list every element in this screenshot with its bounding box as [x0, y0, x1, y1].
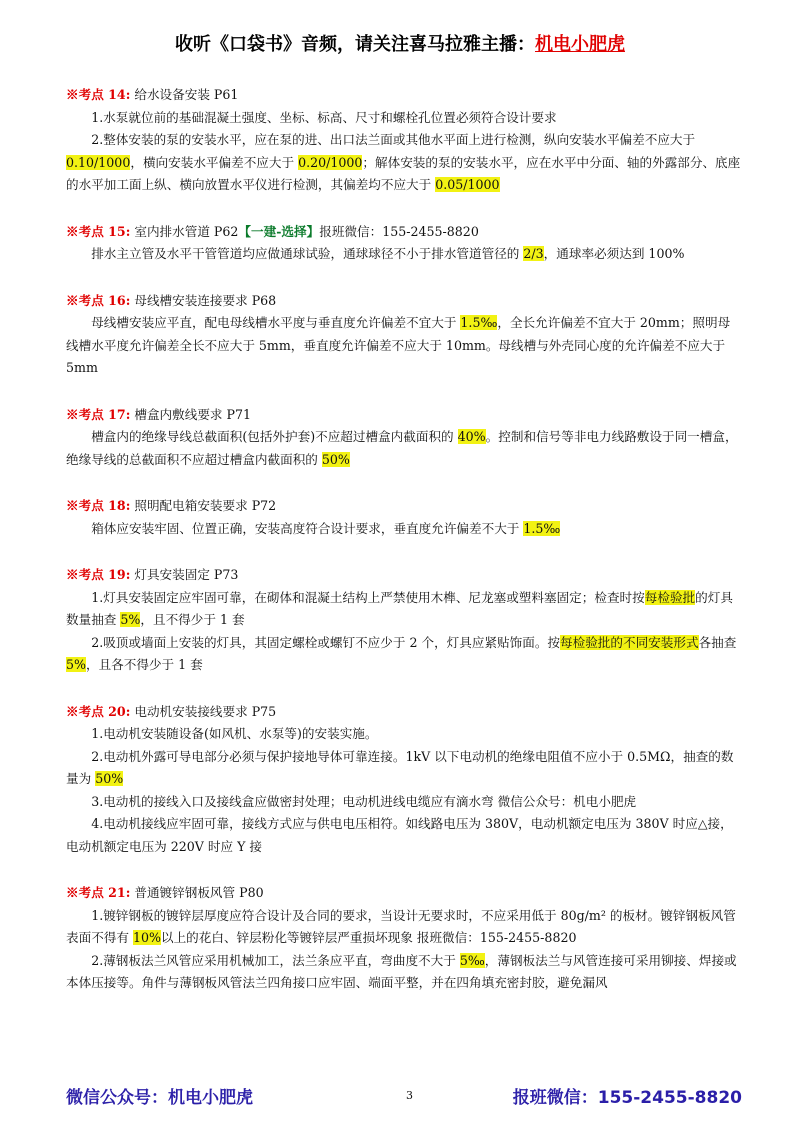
- paragraph: [66, 905, 742, 950]
- exam-point-label: ※考点 17:: [66, 406, 131, 422]
- paragraph: [66, 813, 742, 858]
- text-run: 2.整体安装的泵的安装水平，应在泵的进、出口法兰面或其他水平面上进行检测，纵向安装水平偏差不应大于: [91, 132, 696, 147]
- exam-point-title: [66, 221, 742, 244]
- exam-point-16: [66, 290, 742, 380]
- highlighted-value: 0.05/1000: [435, 177, 500, 192]
- text-run: 排水主立管及水平干管管道均应做通球试验，通球球径不小于排水管道管径的: [91, 246, 524, 261]
- exam-point-19: [66, 564, 742, 677]
- highlighted-value: 1.5‰: [460, 315, 498, 330]
- exam-point-title: [66, 701, 742, 724]
- exam-point-title: [66, 404, 742, 427]
- exam-point-label: ※考点 15:: [66, 223, 131, 239]
- exam-point-title: [66, 564, 742, 587]
- paragraph: [66, 518, 742, 541]
- text-run: ；解体安装的泵的安装水平，应在水平中分面、轴的外露部分、底座的水平加工面上纵、横向放置水平仪进行检测，其偏差均不应大于: [66, 154, 741, 192]
- exam-point-20: [66, 701, 742, 859]
- text-run: 的灯具数量抽查: [66, 589, 733, 627]
- exam-point-label: ※考点 19:: [66, 567, 131, 582]
- text-run: ，且各不得少于 1 套: [85, 657, 203, 672]
- exam-point-label: ※考点 14:: [66, 87, 131, 102]
- header-host: 机电小肥虎: [535, 34, 625, 55]
- text-run: ，薄钢板法兰与风管连接可采用铆接、焊接或本体压接等。角件与薄钢板风管法兰四角接口应牢固、端面平整，并在四角填充密封胶，避免漏风: [66, 952, 737, 990]
- text-run: 1.灯具安装固定应牢固可靠，在砌体和混凝土结构上严禁使用木榫、尼龙塞或塑料塞固定；检查时按: [91, 589, 645, 605]
- text-run: ，通球率必须达到 100%: [543, 246, 685, 261]
- paragraph: [66, 129, 742, 197]
- exam-point-21: [66, 882, 742, 995]
- highlighted-value: 5%: [120, 612, 141, 627]
- exam-point-label: ※考点 18:: [66, 498, 131, 513]
- exam-point-topic: 室内排水管道 P62: [130, 223, 239, 239]
- exam-point-18: [66, 495, 742, 540]
- exam-point-14: [66, 84, 742, 197]
- text-run: 2.薄钢板法兰风管应采用机械加工，法兰条应平直，弯曲度不大于: [91, 952, 460, 968]
- paragraph: [66, 746, 742, 791]
- text-run: ，且不得少于 1 套: [140, 612, 245, 627]
- highlighted-value: 每检验批的不同安装形式: [560, 634, 699, 650]
- exam-point-topic: 普通镀锌钢板风管 P80: [130, 885, 264, 900]
- paragraph: [66, 243, 742, 266]
- paragraph: [66, 107, 742, 130]
- exam-point-topic: 槽盒内敷线要求 P71: [130, 406, 252, 422]
- page-header: [0, 30, 800, 56]
- exam-point-title: [66, 495, 742, 518]
- paragraph: [66, 791, 742, 814]
- exam-point-tag: 【一建-选择】: [238, 223, 320, 239]
- exam-point-label: ※考点 16:: [66, 292, 131, 308]
- page-footer: [66, 1083, 742, 1113]
- text-run: 1.镀锌钢板的镀锌层厚度应符合设计及合同的要求，当设计无要求时，不应采用低于 80g/m² 的板材。镀锌钢板风管表面不得有: [66, 907, 736, 945]
- highlighted-value: 0.20/1000: [298, 154, 363, 170]
- exam-point-topic: 母线槽安装连接要求 P68: [130, 292, 277, 308]
- exam-point-topic: 电动机安装接线要求 P75: [130, 703, 277, 719]
- paragraph: [66, 950, 742, 995]
- exam-point-contact: 报班微信：155-2455-8820: [319, 223, 479, 239]
- paragraph: [66, 723, 742, 746]
- highlighted-value: 2/3: [523, 246, 544, 261]
- header-prefix: 收听《口袋书》音频，请关注喜马拉雅主播：: [175, 34, 535, 55]
- exam-point-topic: 给水设备安装 P61: [130, 87, 239, 102]
- text-run: 3.电动机的接线入口及接线盒应做密封处理；电动机进线电缆应有滴水弯 微信公众号：机电小肥虎: [91, 793, 637, 809]
- exam-point-15: [66, 221, 742, 266]
- page-number: 3: [406, 1089, 413, 1102]
- footer-wechat: 微信公众号：机电小肥虎: [66, 1088, 253, 1108]
- highlighted-value: 40%: [457, 429, 486, 444]
- text-run: 2.吸顶或墙面上安装的灯具，其固定螺栓或螺钉不应少于 2 个，灯具应紧贴饰面。按: [91, 634, 561, 650]
- highlighted-value: 10%: [132, 930, 161, 945]
- highlighted-value: 5‰: [459, 952, 485, 968]
- highlighted-value: 每检验批: [644, 589, 696, 605]
- paragraph: [66, 632, 742, 677]
- footer-contact: 报班微信：155-2455-8820: [512, 1088, 742, 1108]
- text-run: 1.电动机安装随设备(如风机、水泵等)的安装实施。: [91, 726, 378, 741]
- exam-point-17: [66, 404, 742, 472]
- exam-point-topic: 灯具安装固定 P73: [130, 567, 239, 582]
- text-run: 以上的花白、锌层粉化等镀锌层严重损坏现象 报班微信：155-2455-8820: [160, 930, 577, 945]
- exam-point-title: [66, 84, 742, 107]
- paragraph: [66, 312, 742, 380]
- highlighted-value: 50%: [321, 451, 350, 467]
- highlighted-value: 5%: [66, 657, 86, 672]
- exam-point-title: [66, 882, 742, 905]
- text-run: 母线槽安装应平直，配电母线槽水平度与垂直度允许偏差不宜大于: [91, 315, 461, 330]
- exam-point-topic: 照明配电箱安装要求 P72: [130, 498, 277, 513]
- text-run: ，全长允许偏差不宜大于 20mm；照明母线槽水平度允许偏差全长不应大于 5mm，垂直度允许偏差不应大于 10mm。母线槽与外壳同心度的允许偏差不应大于 5mm: [66, 315, 731, 375]
- highlighted-value: 1.5‰: [523, 520, 561, 536]
- paragraph: [66, 426, 742, 471]
- text-run: 4.电动机接线应牢固可靠，接线方式应与供电电压相符。如线路电压为 380V，电动机额定电压为 380V 时应△接，电动机额定电压为 220V 时应 Y 接: [66, 816, 733, 854]
- highlighted-value: 50%: [95, 771, 124, 786]
- paragraph: [66, 587, 742, 632]
- text-run: 1.水泵就位前的基础混凝土强度、坐标、标高、尺寸和螺栓孔位置必须符合设计要求: [91, 109, 557, 125]
- text-run: ，横向安装水平偏差不应大于: [130, 154, 299, 170]
- text-run: 各抽查: [698, 634, 737, 650]
- text-run: 槽盒内的绝缘导线总截面积(包括外护套)不应超过槽盒内截面积的: [91, 429, 458, 444]
- exam-point-label: ※考点 21:: [66, 885, 131, 900]
- text-run: 。控制和信号等非电力线路敷设于同一槽盒，绝缘导线的总截面积不应超过槽盒内截面积的: [66, 429, 738, 467]
- highlighted-value: 0.10/1000: [66, 154, 131, 170]
- text-run: 箱体应安装牢固、位置正确，安装高度符合设计要求，垂直度允许偏差不大于: [91, 520, 524, 536]
- exam-point-label: ※考点 20:: [66, 703, 131, 719]
- exam-point-title: [66, 290, 742, 313]
- document-body: [66, 84, 742, 1019]
- text-run: 2.电动机外露可导电部分必须与保护接地导体可靠连接。1kV 以下电动机的绝缘电阻值不应小于 0.5MΩ，抽查的数量为: [66, 748, 734, 786]
